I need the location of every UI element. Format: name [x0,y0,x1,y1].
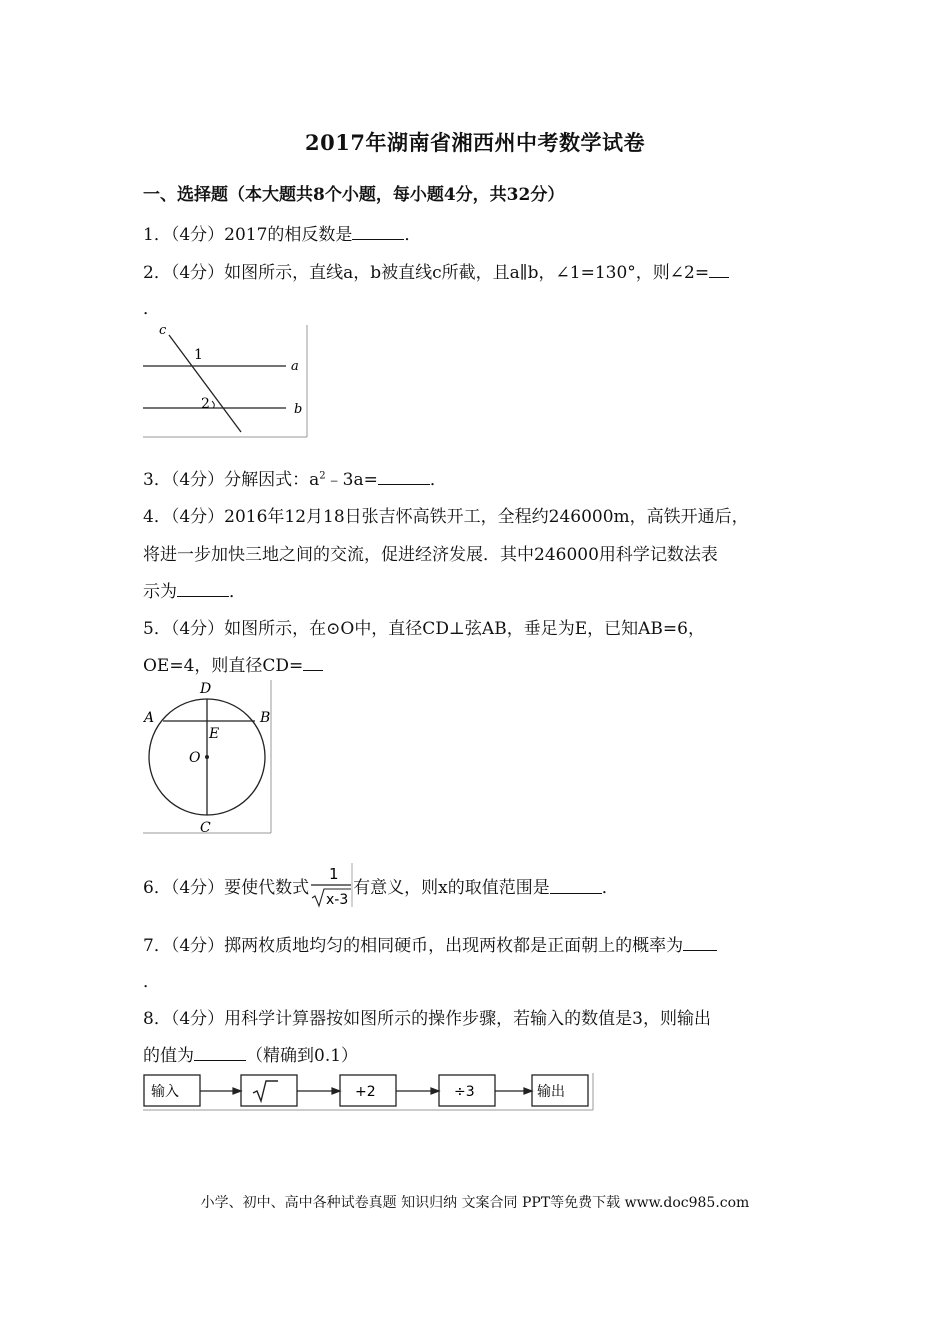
arrow-head [233,1088,241,1094]
answer-blank [378,468,430,485]
label-div-3: ÷3 [454,1084,475,1100]
arrow-head [524,1088,532,1094]
answer-blank [352,223,404,240]
question-6 [143,862,619,908]
fraction-numerator: 1 [329,865,339,883]
label-d: D [200,681,212,697]
label-b: b [294,402,303,417]
question-2 [143,258,729,283]
question-3-end: ． [429,470,447,490]
question-5-line-2 [143,651,323,676]
question-1-text: 1．（4分）2017的相反数是 [143,225,353,245]
question-7-end: ． [143,972,160,992]
question-6-text: 6．（4分）要使代数式 [143,877,310,898]
question-7 [143,931,717,956]
line-c [169,335,241,432]
question-3 [143,465,447,490]
label-e: E [209,726,220,742]
section-heading: 一、选择题（本大题共8个小题，每小题4分，共32分） [143,185,565,205]
question-5-text: OE=4，则直径CD= [143,656,304,676]
label-output: 输出 [537,1084,565,1100]
exponent: 2 [319,470,326,482]
answer-blank [194,1044,246,1061]
question-4-line-2: 将进一步加快三地之间的交流，促进经济发展．其中246000用科学记数法表 [143,545,718,565]
question-7-text: 7．（4分）掷两枚质地均匀的相同硬币，出现两枚都是正面朝上的概率为 [143,936,684,956]
question-2-text: 2．（4分）如图所示，直线a，b被直线c所截，且a∥b，∠1=130°，则∠2= [143,263,710,283]
question-3-text-2: ﹣3a= [325,470,378,490]
center-point [205,755,209,759]
question-1 [143,220,421,245]
label-a: a [291,359,299,374]
question-3-text: 3．（4分）分解因式：a [143,470,320,490]
answer-blank [709,261,729,278]
answer-blank [303,654,323,671]
fraction-denominator: x-3 [326,892,349,908]
label-input: 输入 [151,1084,179,1100]
label-angle-1: 1 [194,347,203,363]
label-o: O [189,750,201,766]
label-c: c [159,325,167,338]
question-1-end: ． [404,225,422,245]
label-angle-2: 2 [201,396,210,412]
answer-blank [550,877,602,894]
box-sqrt [241,1075,297,1106]
label-plus-2: +2 [355,1084,376,1100]
question-6-text-2: 有意义，则x的取值范围是 [353,877,550,898]
question-2-end: ． [143,299,160,319]
figure-parallel-lines [143,325,309,438]
question-4-text: 示为 [143,582,177,602]
figure-circle [143,680,273,835]
arrow-head [332,1088,340,1094]
angle-2-arc [212,401,214,408]
label-a: A [144,710,155,726]
question-8-line-1: 8．（4分）用科学计算器按如图所示的操作步骤，若输入的数值是3，则输出 [143,1009,711,1029]
figure-calculator-flow [143,1073,595,1111]
answer-blank [683,934,717,951]
question-4-end: ． [229,582,246,602]
question-8-line-2 [143,1041,358,1066]
fraction-expression [309,862,353,908]
question-8-text: 的值为 [143,1046,194,1066]
question-5-line-1: 5．（4分）如图所示，在⊙O中，直径CD⊥弦AB，垂足为E，已知AB=6， [143,619,705,639]
arrow-head [431,1088,439,1094]
question-6-end: ． [601,877,619,898]
page-footer: 小学、初中、高中各种试卷真题 知识归纳 文案合同 PPT等免费下载 www.doc985.com [200,1195,750,1211]
label-b: B [260,710,271,726]
answer-blank [177,580,229,597]
question-4-line-3 [143,577,246,602]
label-c: C [200,820,211,835]
page-title: 2017年湖南省湘西州中考数学试卷 [305,130,645,155]
question-4-line-1: 4．（4分）2016年12月18日张吉怀高铁开工，全程约246000m，高铁开通后， [143,507,749,527]
sqrt-icon [253,1081,278,1101]
question-8-text-2: （精确到0.1） [246,1046,359,1066]
